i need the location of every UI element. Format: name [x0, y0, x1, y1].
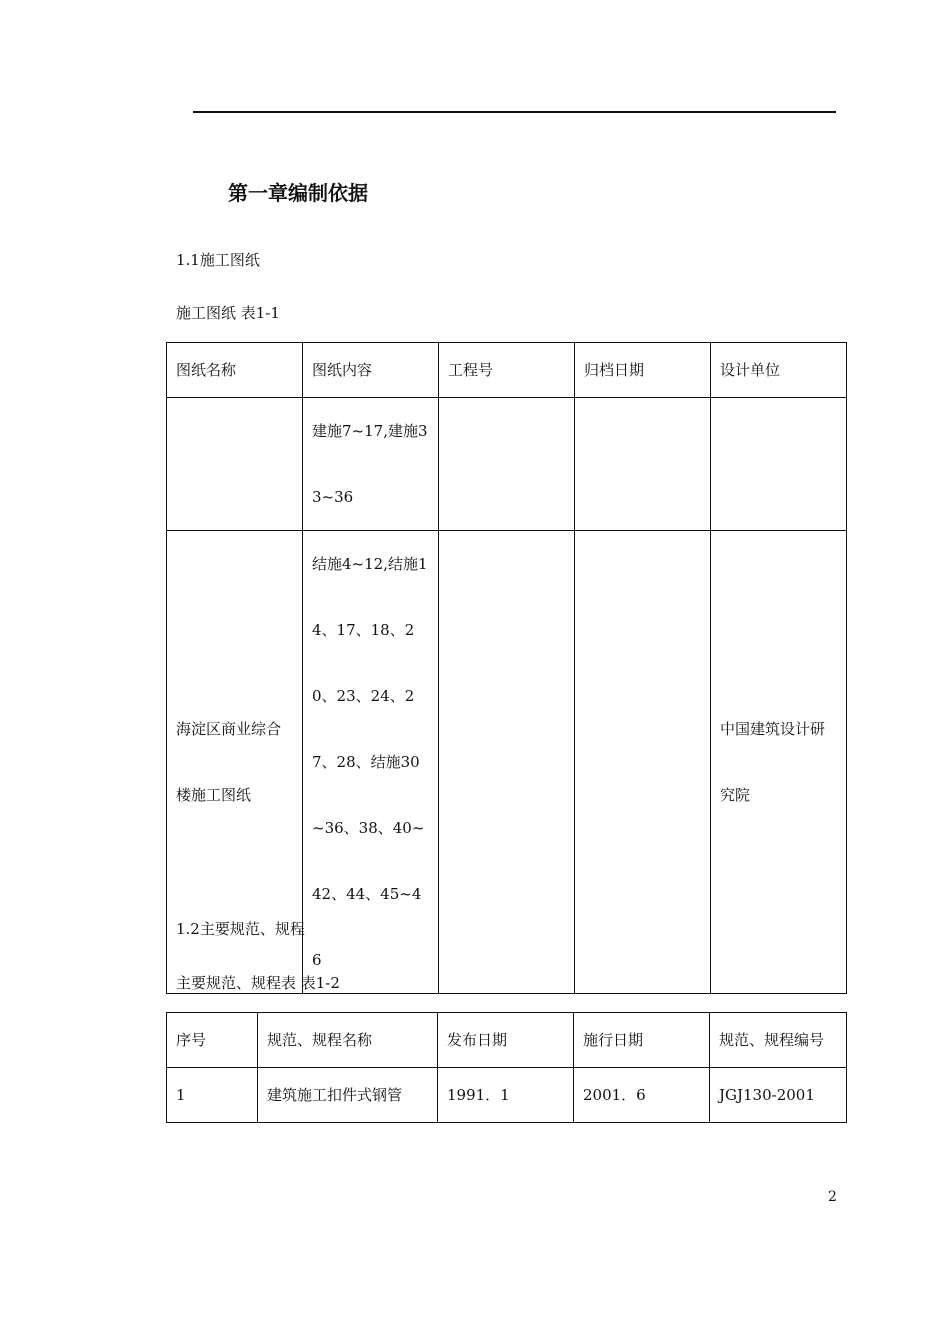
table-cell: 中国建筑设计研究院: [711, 531, 847, 994]
table-caption-1-2: 主要规范、规程表 表1-2: [176, 974, 340, 992]
table-row: [167, 1068, 847, 1123]
column-header: 规范、规程编号: [710, 1013, 847, 1068]
drawings-table: [166, 342, 847, 994]
table-cell: [167, 398, 303, 531]
table-cell: [439, 398, 575, 531]
table-row: [167, 398, 847, 531]
table-cell: [711, 398, 847, 531]
table-cell: 结施4~12,结施14、17、18、20、23、24、27、28、结施30~36、38、40~42、44、45~46: [303, 531, 439, 994]
column-header: 发布日期: [438, 1013, 574, 1068]
column-header: 设计单位: [711, 343, 847, 398]
table-cell: [575, 531, 711, 994]
chapter-title: 第一章编制依据: [228, 181, 368, 205]
table-header-row: [167, 1013, 847, 1068]
section-heading-1-1: 1.1施工图纸: [176, 251, 260, 269]
section-heading-1-2: 1.2主要规范、规程: [176, 920, 305, 938]
header-rule: [193, 111, 836, 113]
column-header: 序号: [167, 1013, 258, 1068]
table-cell: 2001．6: [574, 1068, 710, 1123]
table-cell: 1: [167, 1068, 258, 1123]
table-cell: [439, 531, 575, 994]
page-number: 2: [828, 1189, 837, 1205]
table-cell: 建施7~17,建施33~36: [303, 398, 439, 531]
table-cell: 1991．1: [438, 1068, 574, 1123]
column-header: 图纸名称: [167, 343, 303, 398]
table-header-row: [167, 343, 847, 398]
table-cell: 海淀区商业综合楼施工图纸: [167, 531, 303, 994]
column-header: 归档日期: [575, 343, 711, 398]
table-cell: JGJ130-2001: [710, 1068, 847, 1123]
table-cell: [575, 398, 711, 531]
table-cell: 建筑施工扣件式钢管: [258, 1068, 438, 1123]
column-header: 工程号: [439, 343, 575, 398]
standards-table: [166, 1012, 847, 1123]
column-header: 图纸内容: [303, 343, 439, 398]
table-caption-1-1: 施工图纸 表1-1: [176, 304, 280, 322]
column-header: 施行日期: [574, 1013, 710, 1068]
column-header: 规范、规程名称: [258, 1013, 438, 1068]
